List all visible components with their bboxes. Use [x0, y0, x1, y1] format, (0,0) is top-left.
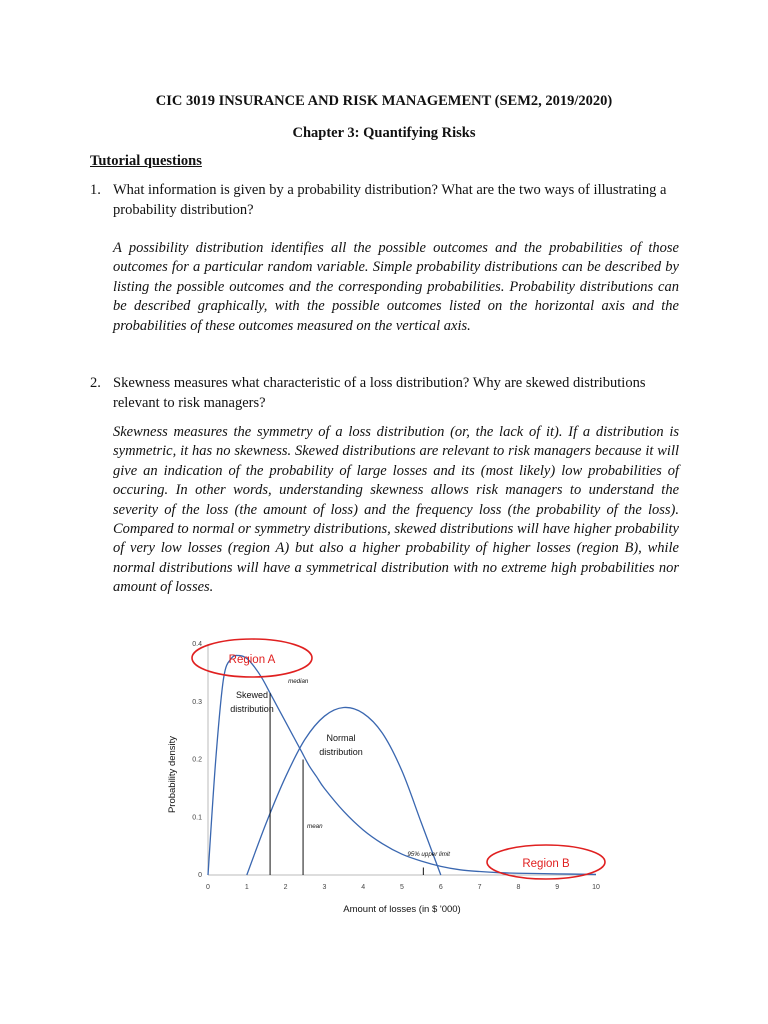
x-tick-label: 3 [322, 884, 327, 891]
skewed-distribution-curve [208, 655, 596, 875]
x-tick-label: 1 [244, 884, 249, 891]
x-tick-label: 7 [477, 884, 482, 891]
marker-label: 95% upper limit [407, 851, 450, 858]
x-tick-label: 0 [206, 884, 210, 891]
region-a-label: Region A [228, 654, 276, 666]
x-tick-label: 9 [555, 884, 560, 891]
y-tick-label: 0.3 [192, 698, 202, 706]
x-tick-label: 5 [400, 884, 404, 891]
question-text: What information is given by a probability distribution? What are the two ways of illustrating a probability distribution? [113, 182, 667, 218]
question-1 [90, 181, 680, 220]
y-tick-label: 0 [198, 872, 202, 879]
normal-label-line2: distribution [319, 747, 363, 757]
x-axis-label: Amount of losses (in $ '000) [343, 904, 461, 915]
answer-2: Skewness measures the symmetry of a loss distribution (or, the lack of it). If a distribution is symmetric, it has no skewness. Skewed distributions are relevant to risk managers because it will give an indication of the probability of large losses and its (most likely) low probabilities of occuring. In other words, understanding skewness allows risk managers to understand the severity of the loss (the amount of loss) and the frequency loss (the probability of the loss). Compared to normal or symmetry distributions, skewed distributions will have higher probability of very low losses (region A) but also a higher probability of higher losses (region B), while normal distributions will have a symmetrical distribution with no extreme high probabilities nor amount of losses. [113, 424, 679, 596]
y-tick-label: 0.1 [192, 814, 202, 822]
x-tick-label: 2 [283, 884, 288, 891]
y-tick-label: 0.2 [192, 756, 202, 764]
skewed-label-line2: distribution [230, 704, 274, 714]
skewness-chart [160, 630, 640, 920]
x-tick-label: 6 [438, 884, 443, 891]
x-tick-label: 4 [361, 884, 366, 891]
region-b-label: Region B [522, 858, 570, 870]
x-tick-label: 10 [592, 884, 600, 891]
marker-label: mean [307, 823, 323, 830]
y-tick-label: 0.4 [192, 641, 202, 648]
section-heading: Tutorial questions [90, 153, 202, 169]
marker-label: median [288, 678, 309, 685]
question-text: Skewness measures what characteristic of a loss distribution? Why are skewed distributions relevant to risk managers? [113, 375, 646, 411]
y-axis-label: Probability density [167, 735, 178, 814]
answer-1: A possibility distribution identifies all the possible outcomes and the probabilities of those outcomes for a particular random variable. Simple probability distributions can be described by listing the possible outcomes and the corresponding probabilities. Probability distributions can be described graphically, with the possible outcomes listed on the horizontal axis and the probabilities of these outcomes measured on the vertical axis. [113, 240, 679, 334]
question-2 [90, 374, 680, 413]
x-tick-label: 8 [516, 884, 521, 891]
question-number: 2. [90, 375, 101, 391]
normal-label-line1: Normal [326, 733, 356, 743]
chapter-title: Chapter 3: Quantifying Risks [292, 125, 476, 141]
skewed-label-line1: Skewed [235, 690, 269, 700]
question-number: 1. [90, 182, 101, 198]
course-title: CIC 3019 INSURANCE AND RISK MANAGEMENT (SEM2, 2019/2020) [155, 93, 613, 109]
